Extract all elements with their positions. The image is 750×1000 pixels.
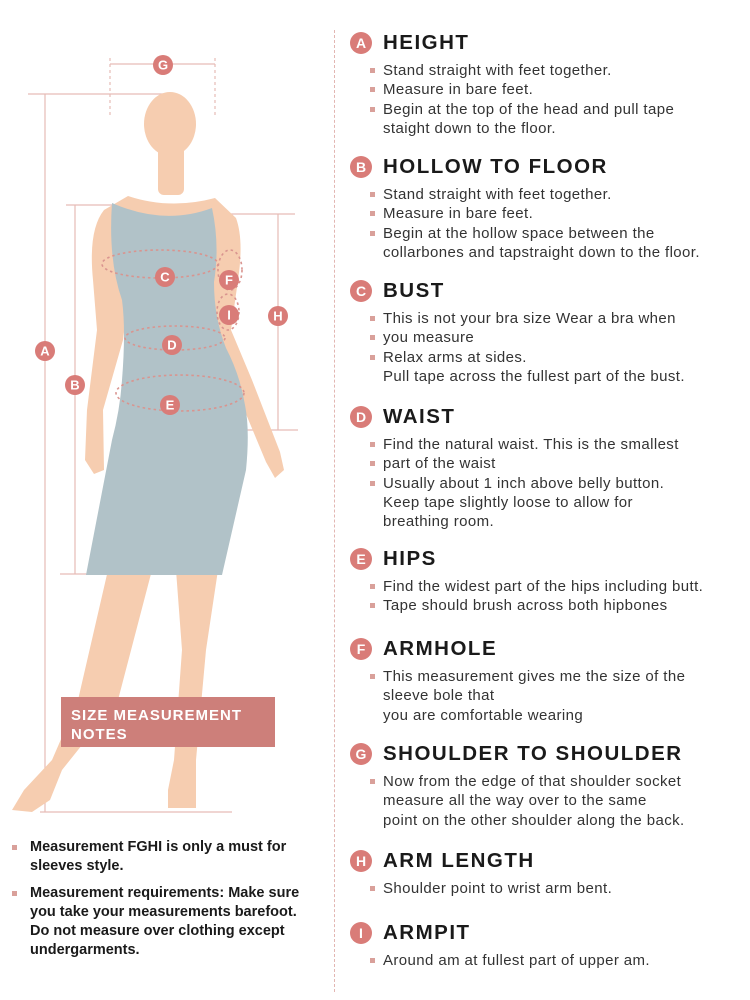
- section-item-line: [350, 224, 700, 243]
- bullet-icon: [12, 845, 17, 850]
- section-items: [350, 667, 685, 725]
- section-item-line: [350, 811, 685, 830]
- section-item-line: [350, 879, 612, 898]
- item-text: Relax arms at sides.: [383, 348, 527, 366]
- section-title: HEIGHT: [383, 31, 470, 54]
- item-text: sleeve bole that: [383, 687, 495, 705]
- section-item-line: [350, 243, 700, 262]
- item-text: Find the widest part of the hips including butt.: [383, 578, 704, 595]
- bullet-icon: [370, 68, 375, 73]
- item-text: point on the other shoulder along the back.: [383, 811, 685, 829]
- section-item-line: [350, 667, 685, 686]
- item-text: Pull tape across the fullest part of the bust.: [383, 367, 685, 385]
- section-title: WAIST: [383, 405, 456, 428]
- section-item-line: [350, 596, 703, 615]
- section-item-line: [350, 951, 650, 970]
- letter-badge: C: [350, 280, 372, 302]
- section-item-line: [350, 204, 700, 223]
- section-items: [350, 435, 679, 531]
- section-header: [350, 278, 685, 304]
- section-items: [350, 879, 612, 898]
- section-items: [350, 309, 685, 386]
- item-text: Measure in bare feet.: [383, 205, 534, 223]
- item-text: measure all the way over to the same: [383, 792, 647, 810]
- badge-line-2: NOTES: [71, 726, 128, 743]
- bullet-icon: [370, 461, 375, 466]
- item-text: Tape should brush across both hipbones: [383, 597, 668, 615]
- section-title: ARMHOLE: [383, 637, 498, 660]
- section-item-line: [350, 791, 685, 810]
- section-item-line: [350, 686, 685, 705]
- item-text: part of the waist: [383, 455, 496, 473]
- section-item-line: [350, 493, 679, 512]
- svg-text:I: I: [227, 307, 231, 323]
- svg-text:F: F: [225, 272, 233, 288]
- letter-badge: D: [350, 406, 372, 428]
- item-text: collarbones and tapstraight down to the floor.: [383, 243, 700, 261]
- item-text: Keep tape slightly loose to allow for: [383, 493, 633, 511]
- letter-badge: I: [350, 922, 372, 944]
- section-item-line: [350, 435, 679, 454]
- bullet-icon: [12, 891, 17, 896]
- bullet-icon: [370, 107, 375, 112]
- section-item-line: [350, 61, 674, 80]
- marker-g: [153, 55, 173, 75]
- item-text: Find the natural waist. This is the smallest: [383, 436, 679, 453]
- section-item-line: [350, 185, 700, 204]
- letter-badge: F: [350, 638, 372, 660]
- section-item-line: [350, 309, 685, 328]
- section-header: [350, 404, 679, 430]
- section-item-line: [350, 454, 679, 473]
- item-text: Shoulder point to wrist arm bent.: [383, 880, 613, 897]
- note-line: undergarments.: [30, 942, 140, 958]
- section-item-line: [350, 348, 685, 367]
- item-text: Measure in bare feet.: [383, 81, 534, 99]
- note-line: sleeves style.: [30, 858, 124, 874]
- marker-e: [160, 395, 180, 415]
- section-item-line: [350, 80, 674, 99]
- bullet-icon: [370, 886, 375, 891]
- note-line: you take your measurements barefoot.: [30, 904, 297, 920]
- letter-badge: G: [350, 743, 372, 765]
- section-title: BUST: [383, 279, 445, 302]
- section-items: [350, 185, 700, 262]
- svg-text:A: A: [40, 343, 50, 359]
- section-item-line: [350, 577, 703, 596]
- note-item: [12, 838, 332, 876]
- badge-line-1: SIZE MEASUREMENT: [71, 707, 243, 724]
- bullet-icon: [370, 603, 375, 608]
- section-item-line: [350, 474, 679, 493]
- section-arm-length: [350, 848, 612, 898]
- item-text: Usually about 1 inch above belly button.: [383, 474, 665, 492]
- section-title: ARM LENGTH: [383, 849, 535, 872]
- bullet-icon: [370, 355, 375, 360]
- letter-badge: A: [350, 32, 372, 54]
- section-height: [350, 30, 674, 138]
- bullet-icon: [370, 87, 375, 92]
- measurement-figure: [0, 0, 330, 830]
- marker-d: [162, 335, 182, 355]
- section-items: [350, 577, 703, 616]
- notes-list: [12, 838, 332, 968]
- item-text: Around am at fullest part of upper am.: [383, 952, 650, 969]
- note-line: Do not measure over clothing except: [30, 923, 285, 939]
- section-shoulder-to-shoulder: [350, 741, 685, 830]
- section-title: ARMPIT: [383, 921, 471, 944]
- section-item-line: [350, 328, 685, 347]
- marker-h: [268, 306, 288, 326]
- section-hollow-to-floor: [350, 154, 700, 262]
- svg-text:E: E: [165, 397, 175, 413]
- section-item-line: [350, 706, 685, 725]
- item-text: you are comfortable wearing: [383, 706, 584, 724]
- section-hips: [350, 546, 703, 616]
- item-text: breathing room.: [383, 513, 495, 531]
- item-text: Stand straight with feet together.: [383, 62, 612, 79]
- section-title: HIPS: [383, 547, 437, 570]
- item-text: This is not your bra size Wear a bra when: [383, 310, 676, 327]
- svg-text:C: C: [160, 269, 170, 285]
- section-title: HOLLOW TO FLOOR: [383, 155, 608, 178]
- bullet-icon: [370, 481, 375, 486]
- section-item-line: [350, 367, 685, 386]
- section-waist: [350, 404, 679, 531]
- column-divider: [334, 30, 335, 992]
- section-header: [350, 848, 612, 874]
- section-items: [350, 951, 650, 970]
- section-header: [350, 30, 674, 56]
- section-header: [350, 920, 650, 946]
- section-item-line: [350, 772, 685, 791]
- bullet-icon: [370, 231, 375, 236]
- marker-i: [219, 305, 239, 325]
- section-items: [350, 61, 674, 138]
- bullet-icon: [370, 674, 375, 679]
- section-title: SHOULDER TO SHOULDER: [383, 742, 683, 765]
- item-text: staight down to the floor.: [383, 119, 557, 137]
- size-measurement-notes-badge: [61, 697, 275, 747]
- svg-text:D: D: [167, 337, 177, 353]
- note-line: Measurement requirements: Make sure: [30, 885, 300, 901]
- letter-badge: B: [350, 156, 372, 178]
- marker-c: [155, 267, 175, 287]
- item-text: Begin at the top of the head and pull tape: [383, 100, 675, 118]
- bullet-icon: [370, 779, 375, 784]
- item-text: Now from the edge of that shoulder socket: [383, 773, 682, 790]
- bullet-icon: [370, 584, 375, 589]
- marker-f: [219, 270, 239, 290]
- letter-badge: H: [350, 850, 372, 872]
- item-text: Begin at the hollow space between the: [383, 224, 655, 242]
- bullet-icon: [370, 335, 375, 340]
- bullet-icon: [370, 958, 375, 963]
- note-line: Measurement FGHI is only a must for: [30, 839, 287, 855]
- section-item-line: [350, 119, 674, 138]
- section-header: [350, 546, 703, 572]
- svg-text:G: G: [157, 57, 169, 73]
- section-armhole: [350, 636, 685, 725]
- section-item-line: [350, 100, 674, 119]
- section-item-line: [350, 512, 679, 531]
- bullet-icon: [370, 192, 375, 197]
- bullet-icon: [370, 316, 375, 321]
- note-item: [12, 884, 332, 960]
- section-header: [350, 741, 685, 767]
- letter-badge: E: [350, 548, 372, 570]
- section-bust: [350, 278, 685, 386]
- bullet-icon: [370, 211, 375, 216]
- item-text: you measure: [383, 329, 475, 347]
- section-header: [350, 636, 685, 662]
- section-armpit: [350, 920, 650, 970]
- item-text: Stand straight with feet together.: [383, 186, 612, 203]
- item-text: This measurement gives me the size of the: [383, 668, 686, 685]
- svg-text:B: B: [70, 377, 80, 393]
- section-items: [350, 772, 685, 830]
- marker-b: [65, 375, 85, 395]
- bullet-icon: [370, 442, 375, 447]
- svg-text:H: H: [273, 308, 283, 324]
- section-header: [350, 154, 700, 180]
- marker-a: [35, 341, 55, 361]
